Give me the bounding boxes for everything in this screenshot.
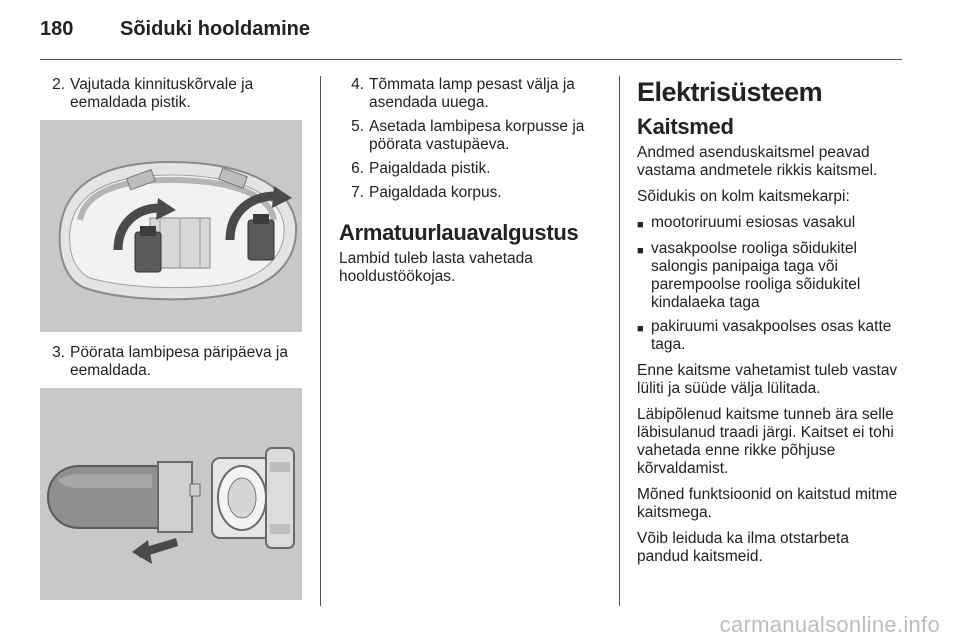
step-7 [339,184,601,202]
dashboard-lighting-paragraph: Lambid tuleb lasta vahetada hooldustöökojas. [339,250,533,285]
step-number: 7. [351,184,364,201]
column-divider-2 [619,76,620,606]
step-text: Paigaldada pistik. [369,160,491,177]
watermark: carmanualsonline.info [719,612,940,637]
step-number: 4. [351,76,364,93]
step-text: Vajutada kinnituskõrvale ja eemaldada pistik. [70,76,254,111]
step-text: Asetada lambipesa korpusse ja pöörata vastupäeva. [369,118,585,153]
step-3 [40,344,302,380]
list-item: ■ pakiruumi vasakpoolses osas katte taga. [637,318,892,353]
step-number: 5. [351,118,364,135]
paragraph-fuse-data: Andmed asenduskaitsmel peavad vastama andmetele rikkis kaitsmel. [637,144,878,179]
bulb-removal-illustration [40,388,302,600]
step-4 [339,76,601,112]
subheading-fuses: Kaitsmed [637,114,734,139]
paragraph-blown-fuse: Läbipõlenud kaitsme tunneb ära selle läbisulanud traadi järgi. Kaitset ei tohi vahetada enne rikke põhjuse kõrvaldamist. [637,406,894,477]
list-item: ■ mootoriruumi esiosas vasakul [637,214,903,234]
step-6 [339,160,601,178]
header-divider [40,59,902,60]
page-title: Sõiduki hooldamine [120,18,311,40]
step-number: 2. [52,76,65,93]
step-text: Tõmmata lamp pesast välja ja asendada uuega. [369,76,575,111]
bullet-square-icon: ■ [637,323,644,335]
step-number: 3. [52,344,65,361]
page-header [40,18,310,48]
column-divider-1 [320,76,321,606]
paragraph-spare-fuses: Võib leiduda ka ilma otstarbeta pandud kaitsmeid. [637,530,849,565]
column-2 [339,76,601,294]
list-item: ■ vasakpoolse rooliga sõidukitel salongis panipaiga taga või parempoolse rooliga sõidukitel kindalaeka taga [637,240,861,311]
bullet-square-icon: ■ [637,219,644,231]
paragraph-fuse-boxes: Sõidukis on kolm kaitsmekarpi: [637,188,850,205]
column-3 [637,76,903,574]
step-number: 6. [351,160,364,177]
step-5 [339,118,601,154]
fuse-box-list [637,214,903,354]
lamp-housing-illustration [40,120,302,332]
column-1 [40,76,302,600]
bullet-square-icon: ■ [637,245,644,257]
bulb-removal-drawing [40,388,302,600]
lamp-housing-drawing [40,120,302,332]
paragraph-switch-off: Enne kaitsme vahetamist tuleb vastav lüliti ja süüde välja lülitada. [637,362,898,397]
section-heading-dashboard-lighting: Armatuurlauavalgustus [339,220,579,245]
paragraph-multiple-fuses: Mõned funktsioonid on kaitstud mitme kaitsmega. [637,486,898,521]
page-number: 180 [40,18,74,40]
step-2 [40,76,302,112]
step-text: Paigaldada korpus. [369,184,502,201]
section-heading-electrical-system: Elektrisüsteem [637,77,823,107]
step-text: Pöörata lambipesa päripäeva ja eemaldada. [70,344,288,379]
